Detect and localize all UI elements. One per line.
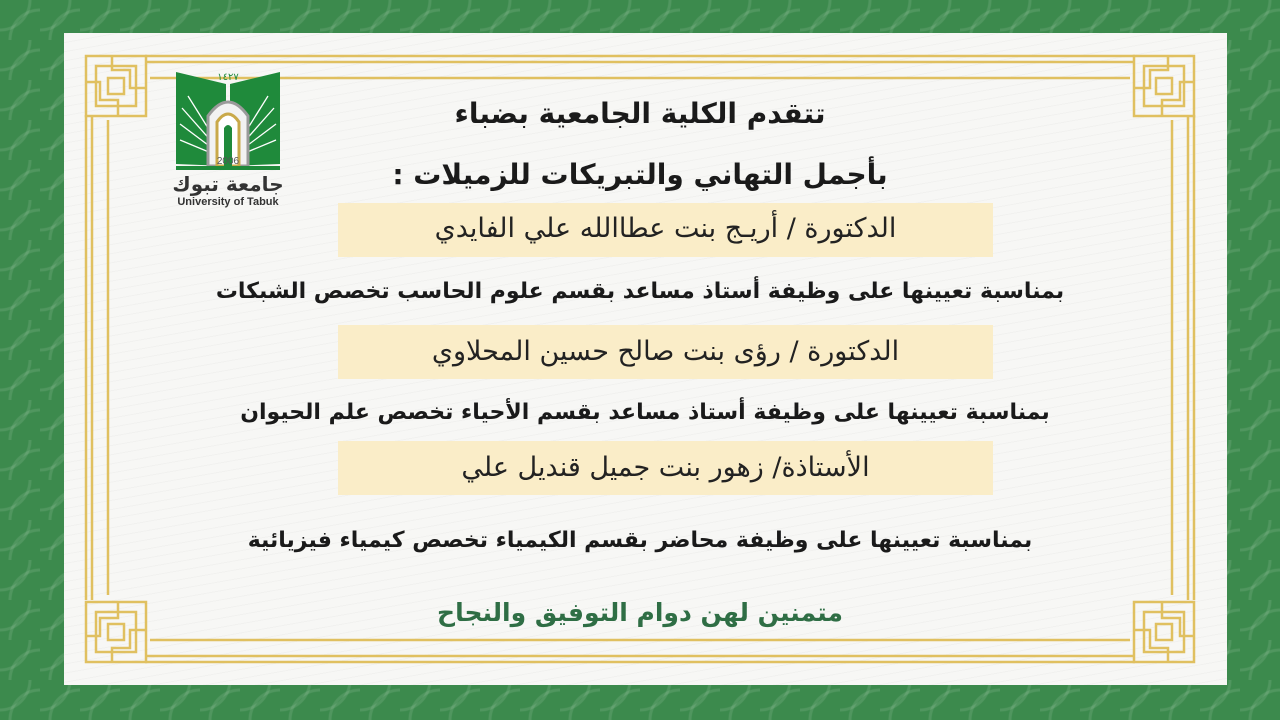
recipient-name-1: الدكتورة / أريـج بنت عطاالله علي الفايدي xyxy=(434,213,897,244)
logo-name-arabic: جامعة تبوك xyxy=(172,172,284,196)
logo-year: 2006 xyxy=(216,156,240,167)
closing-wish: متمنين لهن دوام التوفيق والنجاح xyxy=(437,598,843,627)
header-line-1: تتقدم الكلية الجامعية بضباء xyxy=(454,97,826,130)
occasion-text-3: بمناسبة تعيينها على وظيفة محاضر بقسم الكيمياء تخصص كيمياء فيزيائية xyxy=(247,528,1033,553)
logo-hijri-year: ١٤٢٧ xyxy=(217,72,239,83)
header-line-2: بأجمل التهاني والتبريكات للزميلات : xyxy=(392,158,888,191)
recipient-name-2: الدكتورة / رؤى بنت صالح حسين المحلاوي xyxy=(431,336,900,367)
occasion-text-1: بمناسبة تعيينها على وظيفة أستاذ مساعد بقسم علوم الحاسب تخصص الشبكات xyxy=(215,279,1065,304)
occasion-text-2: بمناسبة تعيينها على وظيفة أستاذ مساعد بقسم الأحياء تخصص علم الحيوان xyxy=(240,400,1050,425)
recipient-name-3: الأستاذة/ زهور بنت جميل قنديل علي xyxy=(461,452,870,483)
logo-name-english: University of Tabuk xyxy=(177,196,279,208)
